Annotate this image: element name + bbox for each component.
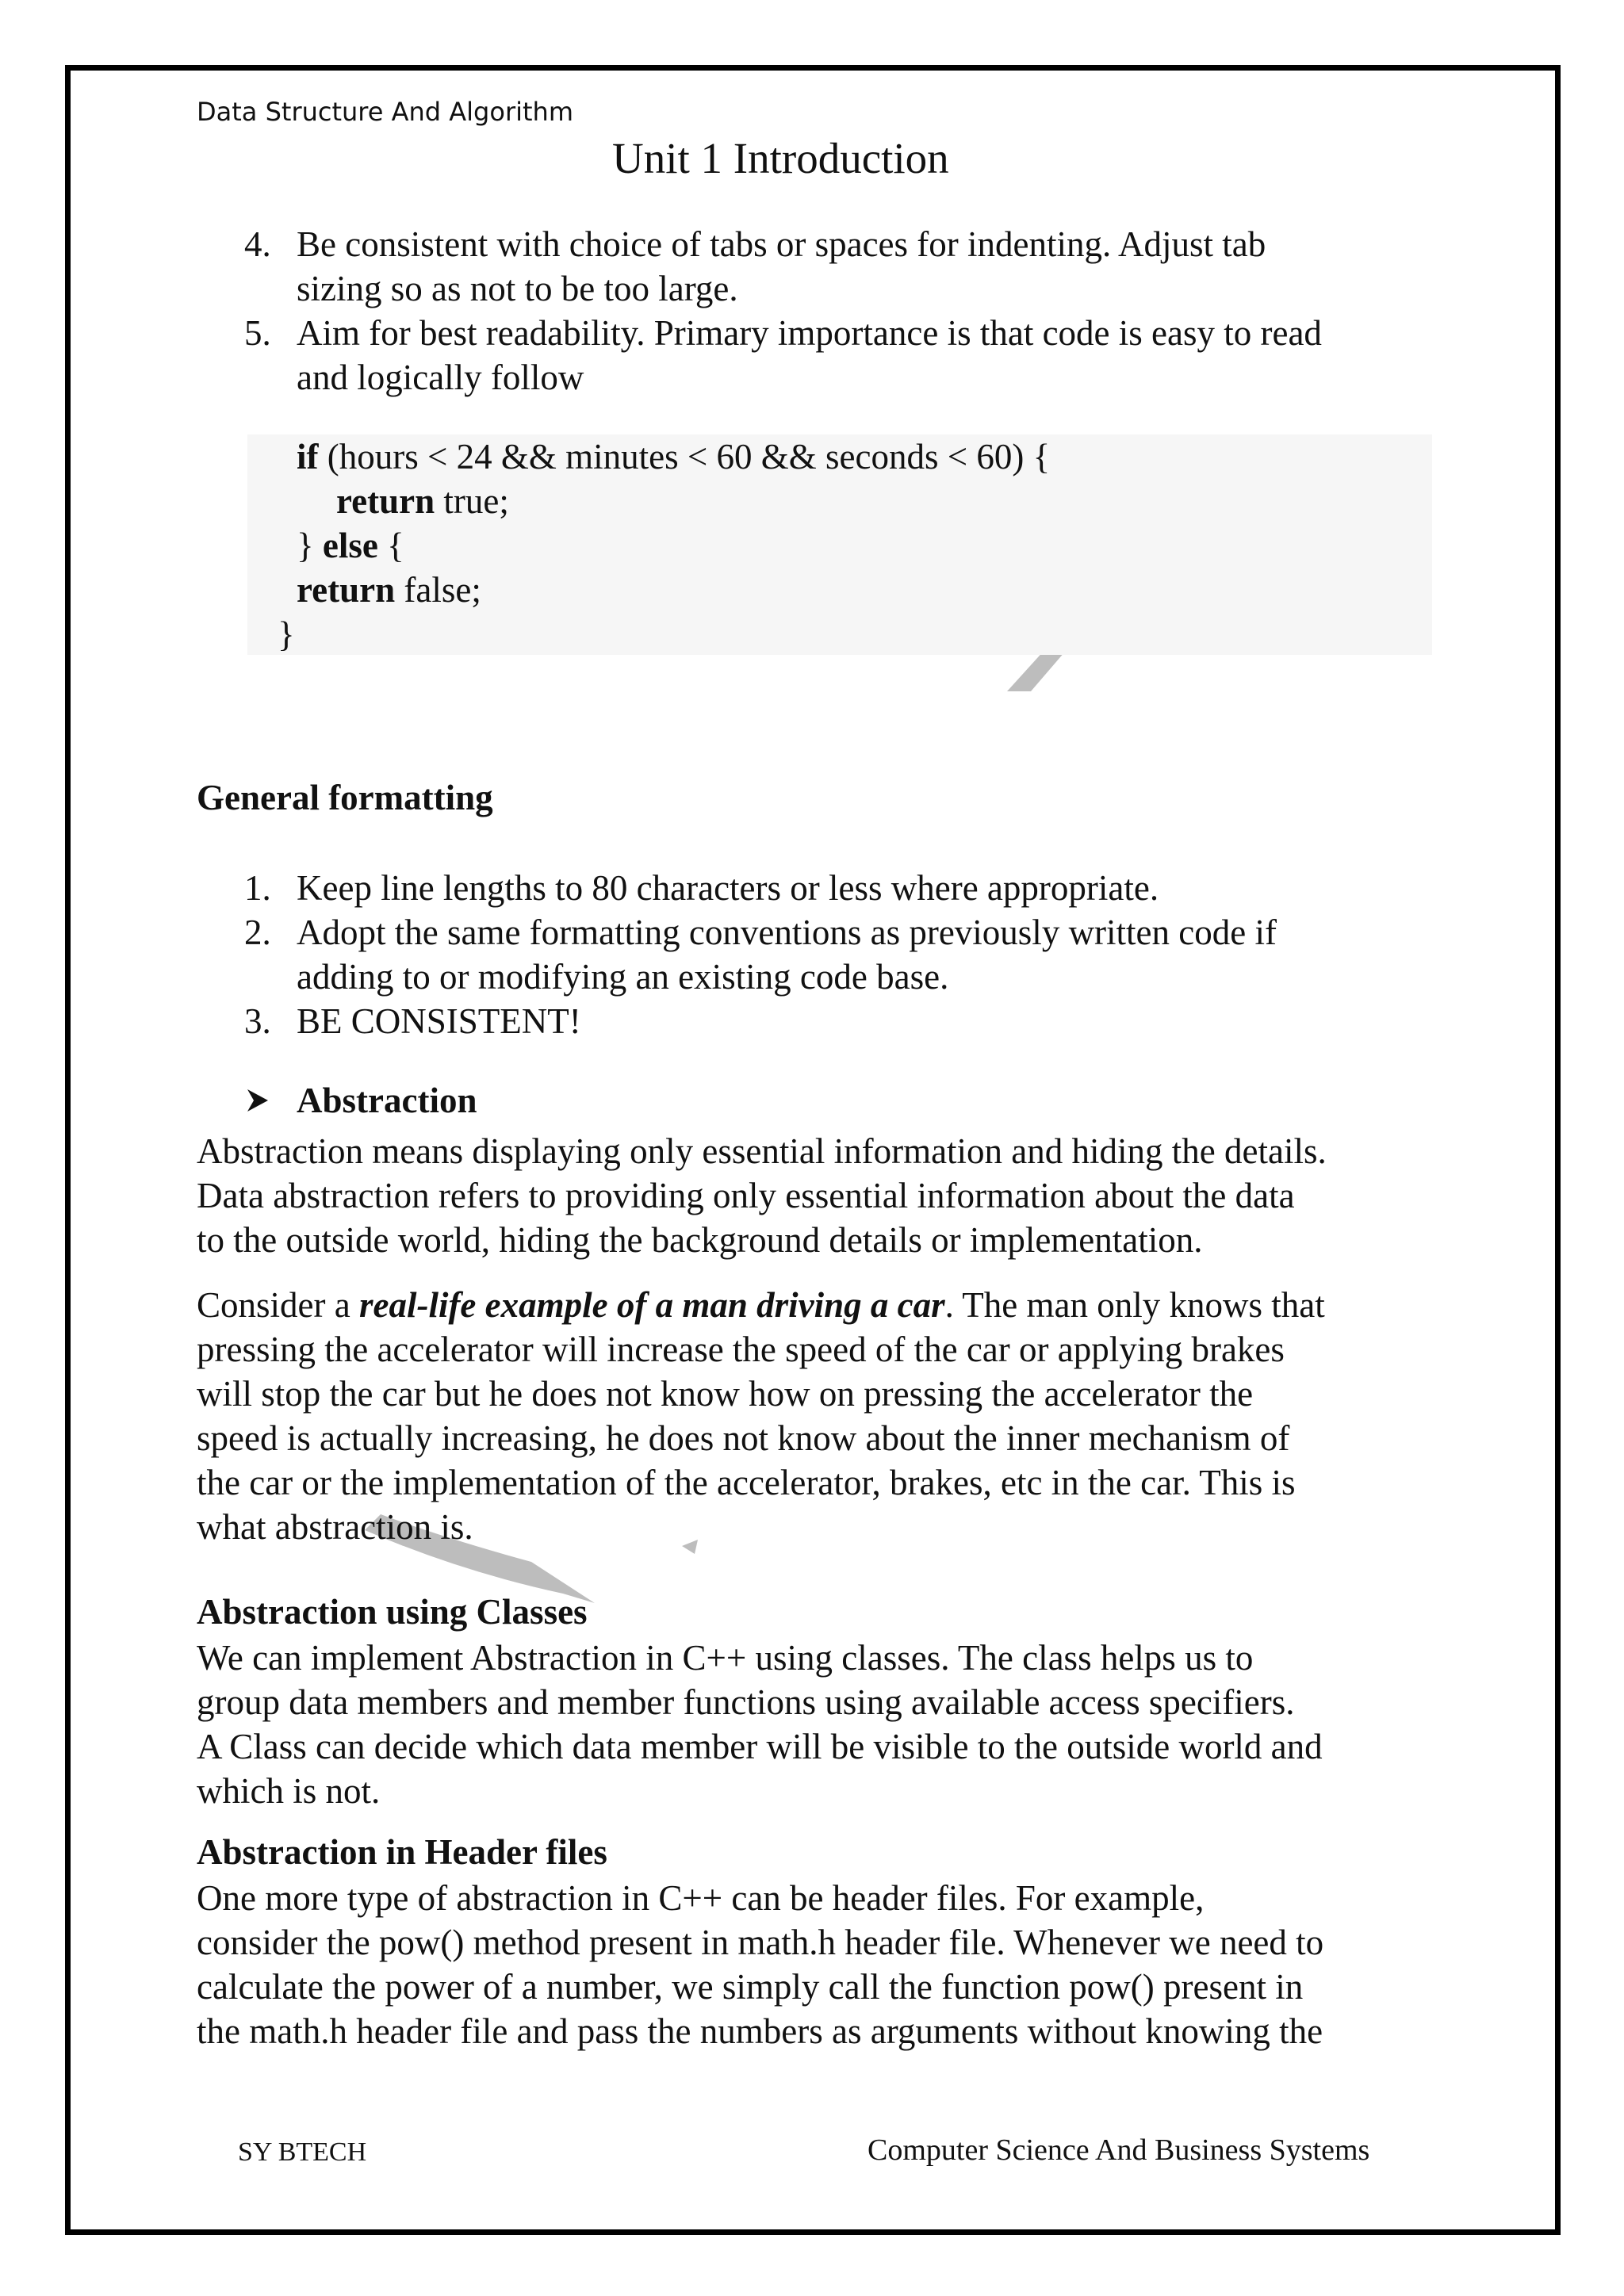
section-heading-general-formatting: General formatting bbox=[197, 778, 493, 817]
list-item bbox=[244, 222, 1434, 311]
code-line bbox=[297, 523, 404, 568]
paragraph-line: pressing the accelerator will increase the speed of the car or applying brakes bbox=[197, 1330, 1285, 1369]
footer-left-text: SY BTECH bbox=[238, 2137, 367, 2167]
code-text: } bbox=[297, 526, 323, 565]
paragraph-line bbox=[197, 1283, 1434, 1327]
list-number: 4. bbox=[244, 224, 271, 264]
list-item bbox=[244, 866, 1434, 910]
list-number: 3. bbox=[244, 1001, 271, 1041]
car-example-paragraph bbox=[197, 1283, 1434, 1549]
abstraction-definition-paragraph bbox=[197, 1129, 1434, 1262]
paragraph-line: One more type of abstraction in C++ can be header files. For example, bbox=[197, 1878, 1205, 1918]
list-number: 2. bbox=[244, 913, 271, 952]
emphasized-example-text: real-life example of a man driving a car bbox=[358, 1285, 945, 1325]
code-line bbox=[336, 479, 509, 523]
paragraph-line: group data members and member functions using available access specifiers. bbox=[197, 1682, 1295, 1722]
list-text-line: and logically follow bbox=[297, 358, 584, 397]
unit-title: Unit 1 Introduction bbox=[612, 134, 949, 182]
code-text: } bbox=[278, 614, 295, 654]
paragraph-line: calculate the power of a number, we simply call the function pow() present in bbox=[197, 1967, 1304, 2007]
code-text: false; bbox=[395, 570, 481, 610]
code-keyword: return bbox=[336, 481, 435, 521]
abstraction-heading bbox=[246, 1080, 477, 1121]
code-text: true; bbox=[435, 481, 509, 521]
list-text-line: Adopt the same formatting conventions as previously written code if bbox=[297, 913, 1277, 952]
code-block bbox=[247, 434, 1432, 655]
list-item bbox=[244, 311, 1434, 400]
paragraph-line: to the outside world, hiding the background details or implementation. bbox=[197, 1220, 1203, 1260]
code-line bbox=[297, 568, 481, 612]
paragraph-line: will stop the car but he does not know how on pressing the accelerator the bbox=[197, 1374, 1254, 1414]
section-heading-classes: Abstraction using Classes bbox=[197, 1592, 588, 1632]
list-text-line: adding to or modifying an existing code base. bbox=[297, 957, 949, 997]
header-files-paragraph bbox=[197, 1876, 1434, 2053]
list-text-line: BE CONSISTENT! bbox=[297, 1001, 581, 1041]
paragraph-line: A Class can decide which data member will be visible to the outside world and bbox=[197, 1727, 1323, 1766]
list-text-line: Be consistent with choice of tabs or spaces for indenting. Adjust tab bbox=[297, 224, 1266, 264]
paragraph-line: which is not. bbox=[197, 1771, 381, 1811]
list-item bbox=[244, 999, 1434, 1043]
list-text-line: Keep line lengths to 80 characters or less where appropriate. bbox=[297, 868, 1159, 908]
paragraph-line: the car or the implementation of the accelerator, brakes, etc in the car. This is bbox=[197, 1463, 1296, 1502]
paragraph-line: what abstraction is. bbox=[197, 1507, 473, 1547]
paragraph-line: the math.h header file and pass the numbers as arguments without knowing the bbox=[197, 2011, 1323, 2051]
paragraph-line: Abstraction means displaying only essential information and hiding the details. bbox=[197, 1131, 1327, 1171]
paragraph-text: . The man only knows that bbox=[944, 1285, 1325, 1325]
list-text-line: Aim for best readability. Primary importance is that code is easy to read bbox=[297, 313, 1322, 353]
code-text: { bbox=[377, 526, 404, 565]
paragraph-line: consider the pow() method present in math.h header file. Whenever we need to bbox=[197, 1923, 1324, 1962]
code-text: (hours < 24 && minutes < 60 && seconds < 60) { bbox=[318, 437, 1051, 476]
list-item bbox=[244, 910, 1434, 999]
paragraph-text: Consider a bbox=[197, 1285, 359, 1325]
course-header: Data Structure And Algorithm bbox=[197, 97, 573, 127]
list-number: 1. bbox=[244, 868, 271, 908]
paragraph-line: speed is actually increasing, he does not know about the inner mechanism of bbox=[197, 1418, 1290, 1458]
general-formatting-list bbox=[244, 866, 1434, 1043]
code-line bbox=[278, 612, 295, 656]
paragraph-line: We can implement Abstraction in C++ using classes. The class helps us to bbox=[197, 1638, 1254, 1678]
list-number: 5. bbox=[244, 313, 271, 353]
code-keyword: return bbox=[297, 570, 396, 610]
code-keyword: if bbox=[297, 437, 319, 476]
code-keyword: else bbox=[322, 526, 378, 565]
paragraph-line: Data abstraction refers to providing only essential information about the data bbox=[197, 1176, 1295, 1215]
abstraction-heading-text: Abstraction bbox=[297, 1081, 477, 1120]
code-line bbox=[297, 434, 1050, 479]
footer-right-text: Computer Science And Business Systems bbox=[868, 2133, 1370, 2167]
arrowhead-bullet-icon bbox=[246, 1088, 270, 1113]
section-heading-header-files: Abstraction in Header files bbox=[197, 1832, 607, 1872]
classes-paragraph bbox=[197, 1636, 1434, 1813]
indentation-rules-list bbox=[244, 222, 1434, 400]
list-text-line: sizing so as not to be too large. bbox=[297, 269, 738, 308]
